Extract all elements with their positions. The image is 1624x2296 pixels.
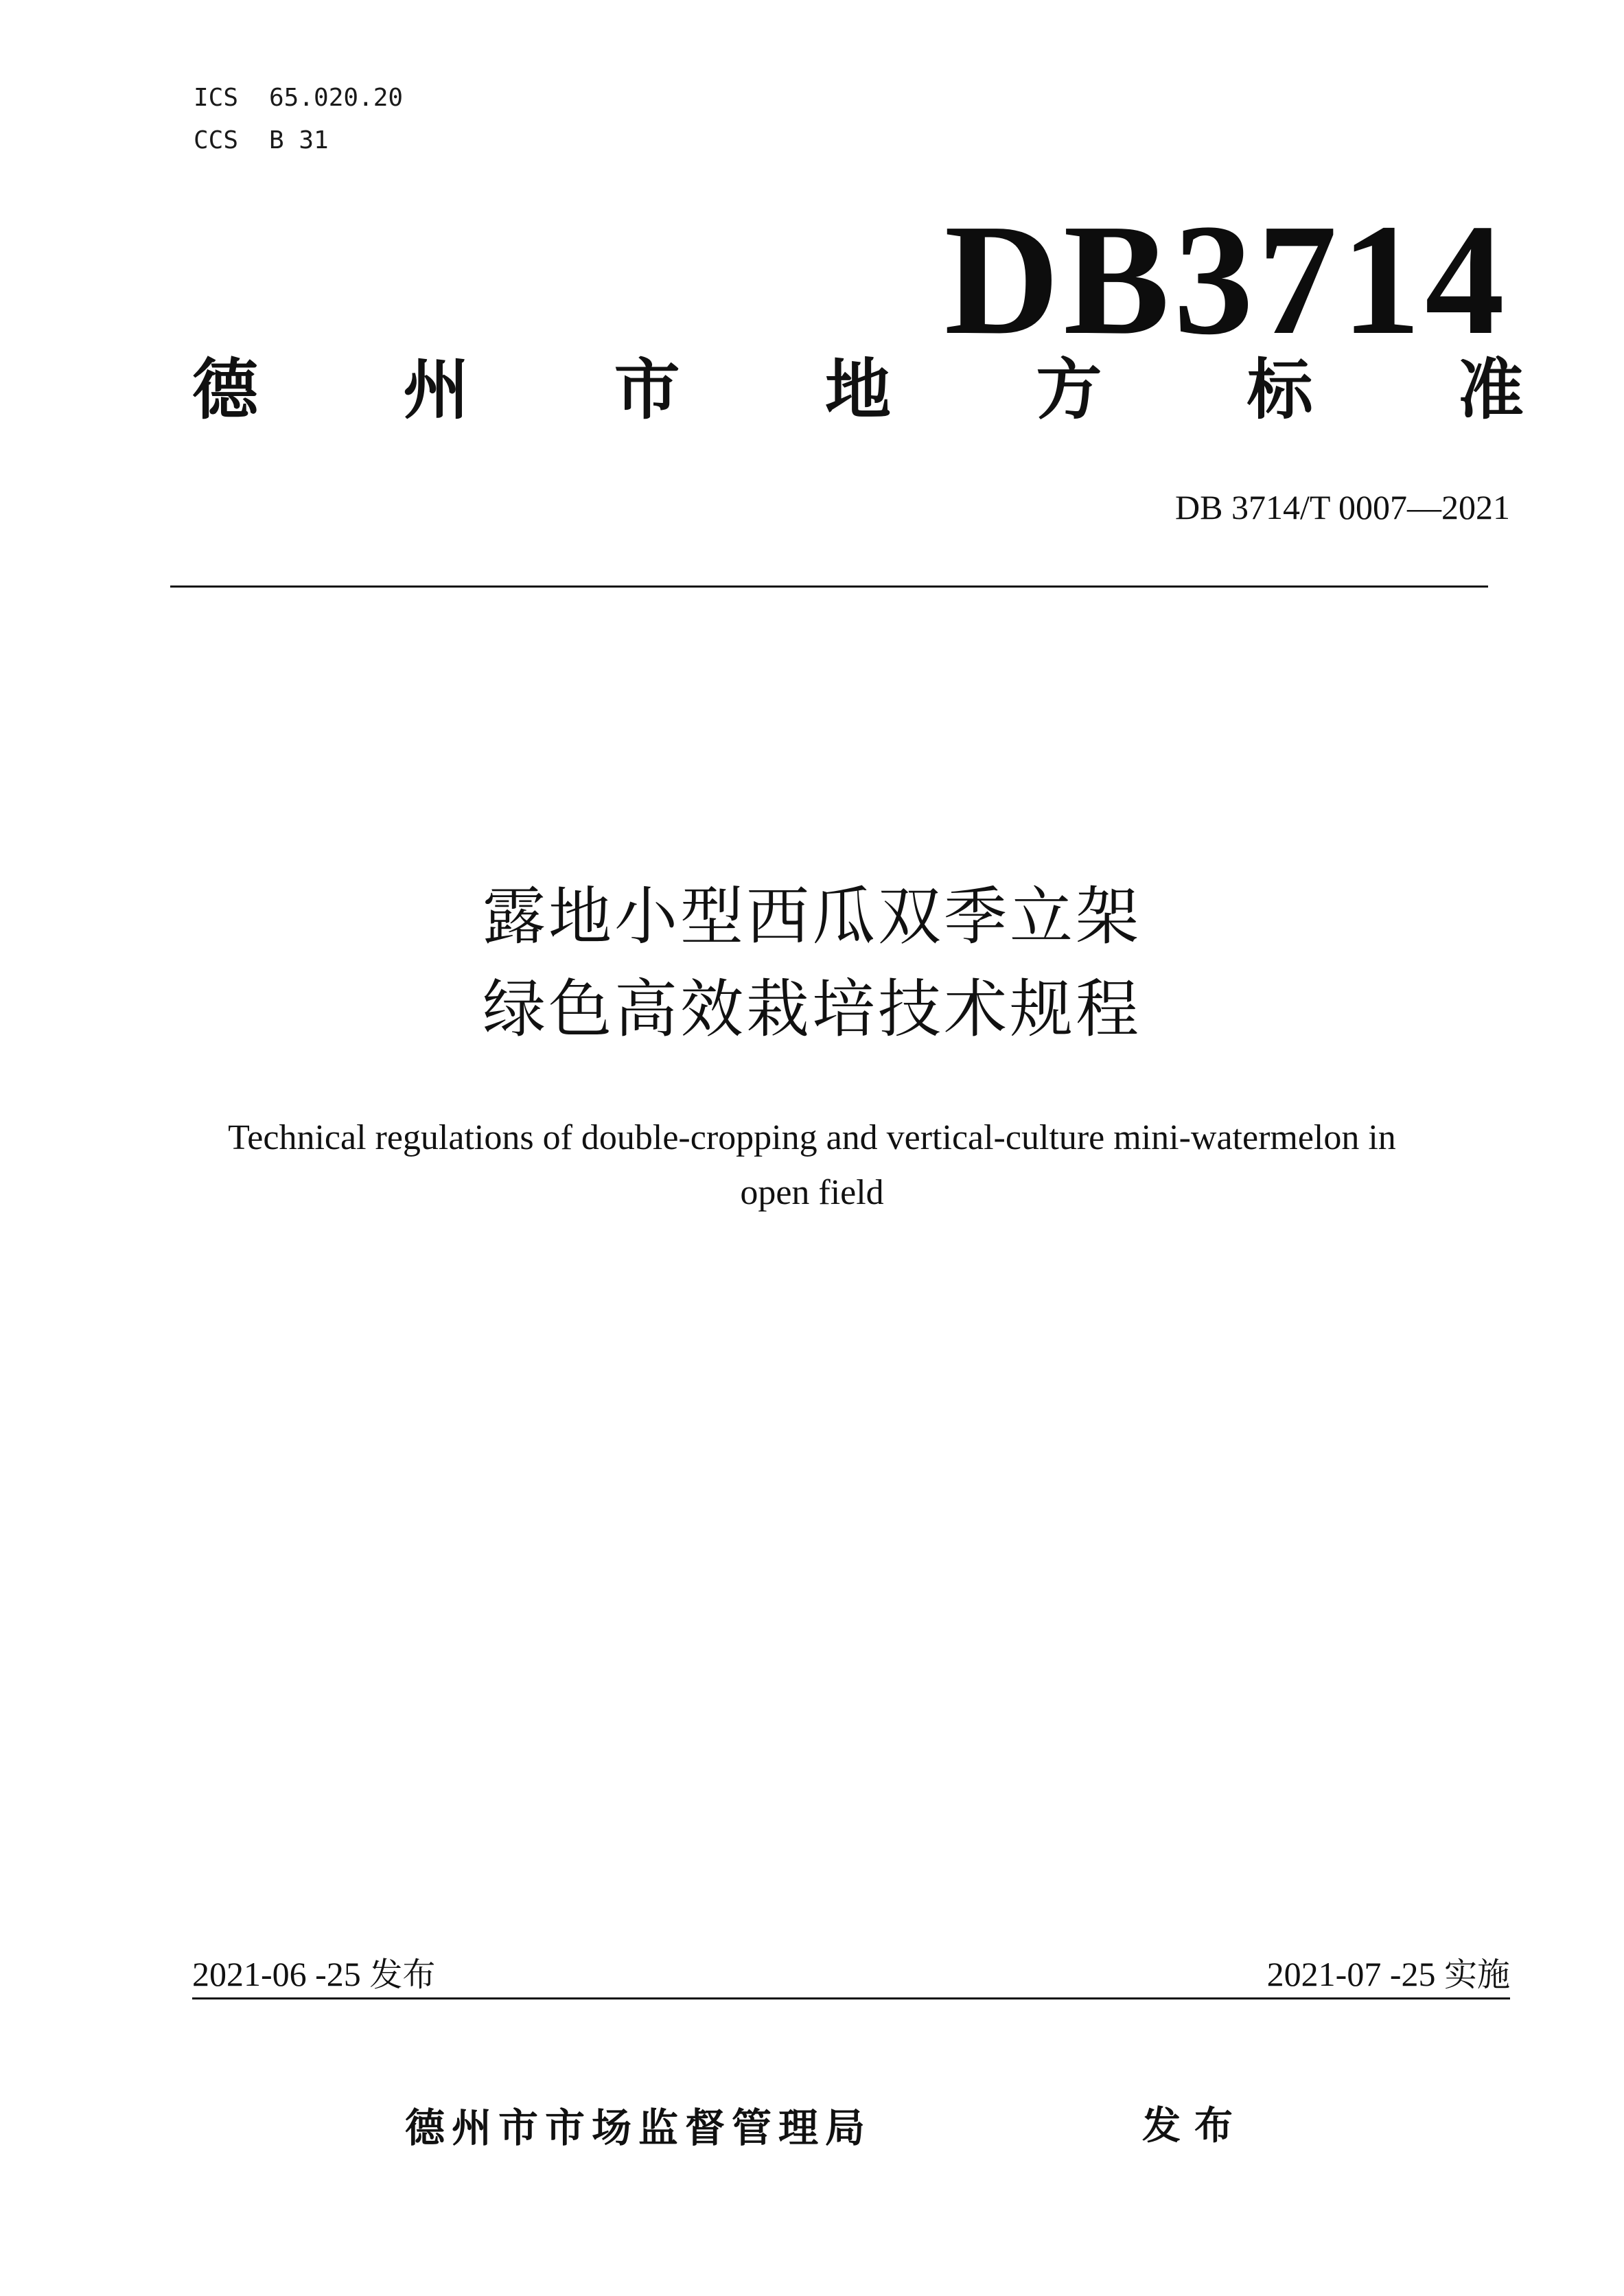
footer-divider	[192, 1997, 1510, 1999]
standard-type-char: 市	[614, 351, 680, 428]
implementation-date	[1267, 1948, 1510, 1995]
standard-type-char: 德	[192, 351, 258, 428]
english-title-line-1: Technical regulations of double-cropping and vertical-culture mini-watermelon in	[228, 1118, 1396, 1157]
standard-logo: DB3714	[944, 192, 1509, 368]
publish-label: 发布	[1142, 2104, 1246, 2148]
ccs-value: B 31	[269, 126, 329, 154]
standard-type-char: 标	[1246, 351, 1313, 428]
implementation-date-value: 2021-07 -25	[1266, 1955, 1436, 1993]
ics-label: ICS	[194, 84, 239, 112]
issue-date-value: 2021-06 -25	[192, 1955, 361, 1993]
ics-code	[194, 84, 403, 112]
issue-date	[192, 1948, 435, 1995]
ccs-code	[194, 126, 329, 154]
ccs-label: CCS	[194, 126, 239, 154]
header-divider	[170, 585, 1488, 588]
chinese-title-line-2: 绿色高效栽培技术规程	[482, 973, 1141, 1046]
standard-type-char: 准	[1457, 351, 1524, 428]
ics-value: 65.020.20	[269, 84, 404, 112]
implementation-date-label: 实施	[1443, 1956, 1510, 1994]
standard-type-heading	[192, 351, 1524, 428]
standard-type-char: 方	[1036, 351, 1102, 428]
standard-number: DB 3714/T 0007—2021	[1175, 488, 1510, 526]
chinese-title-line-1: 露地小型西瓜双季立架	[482, 880, 1141, 953]
issue-date-label: 发布	[369, 1956, 436, 1994]
english-title-line-2: open field	[740, 1173, 884, 1212]
standard-type-char: 州	[403, 351, 469, 428]
standard-type-char: 地	[824, 351, 891, 428]
issuing-authority: 德州市市场监督管理局	[405, 2104, 872, 2151]
